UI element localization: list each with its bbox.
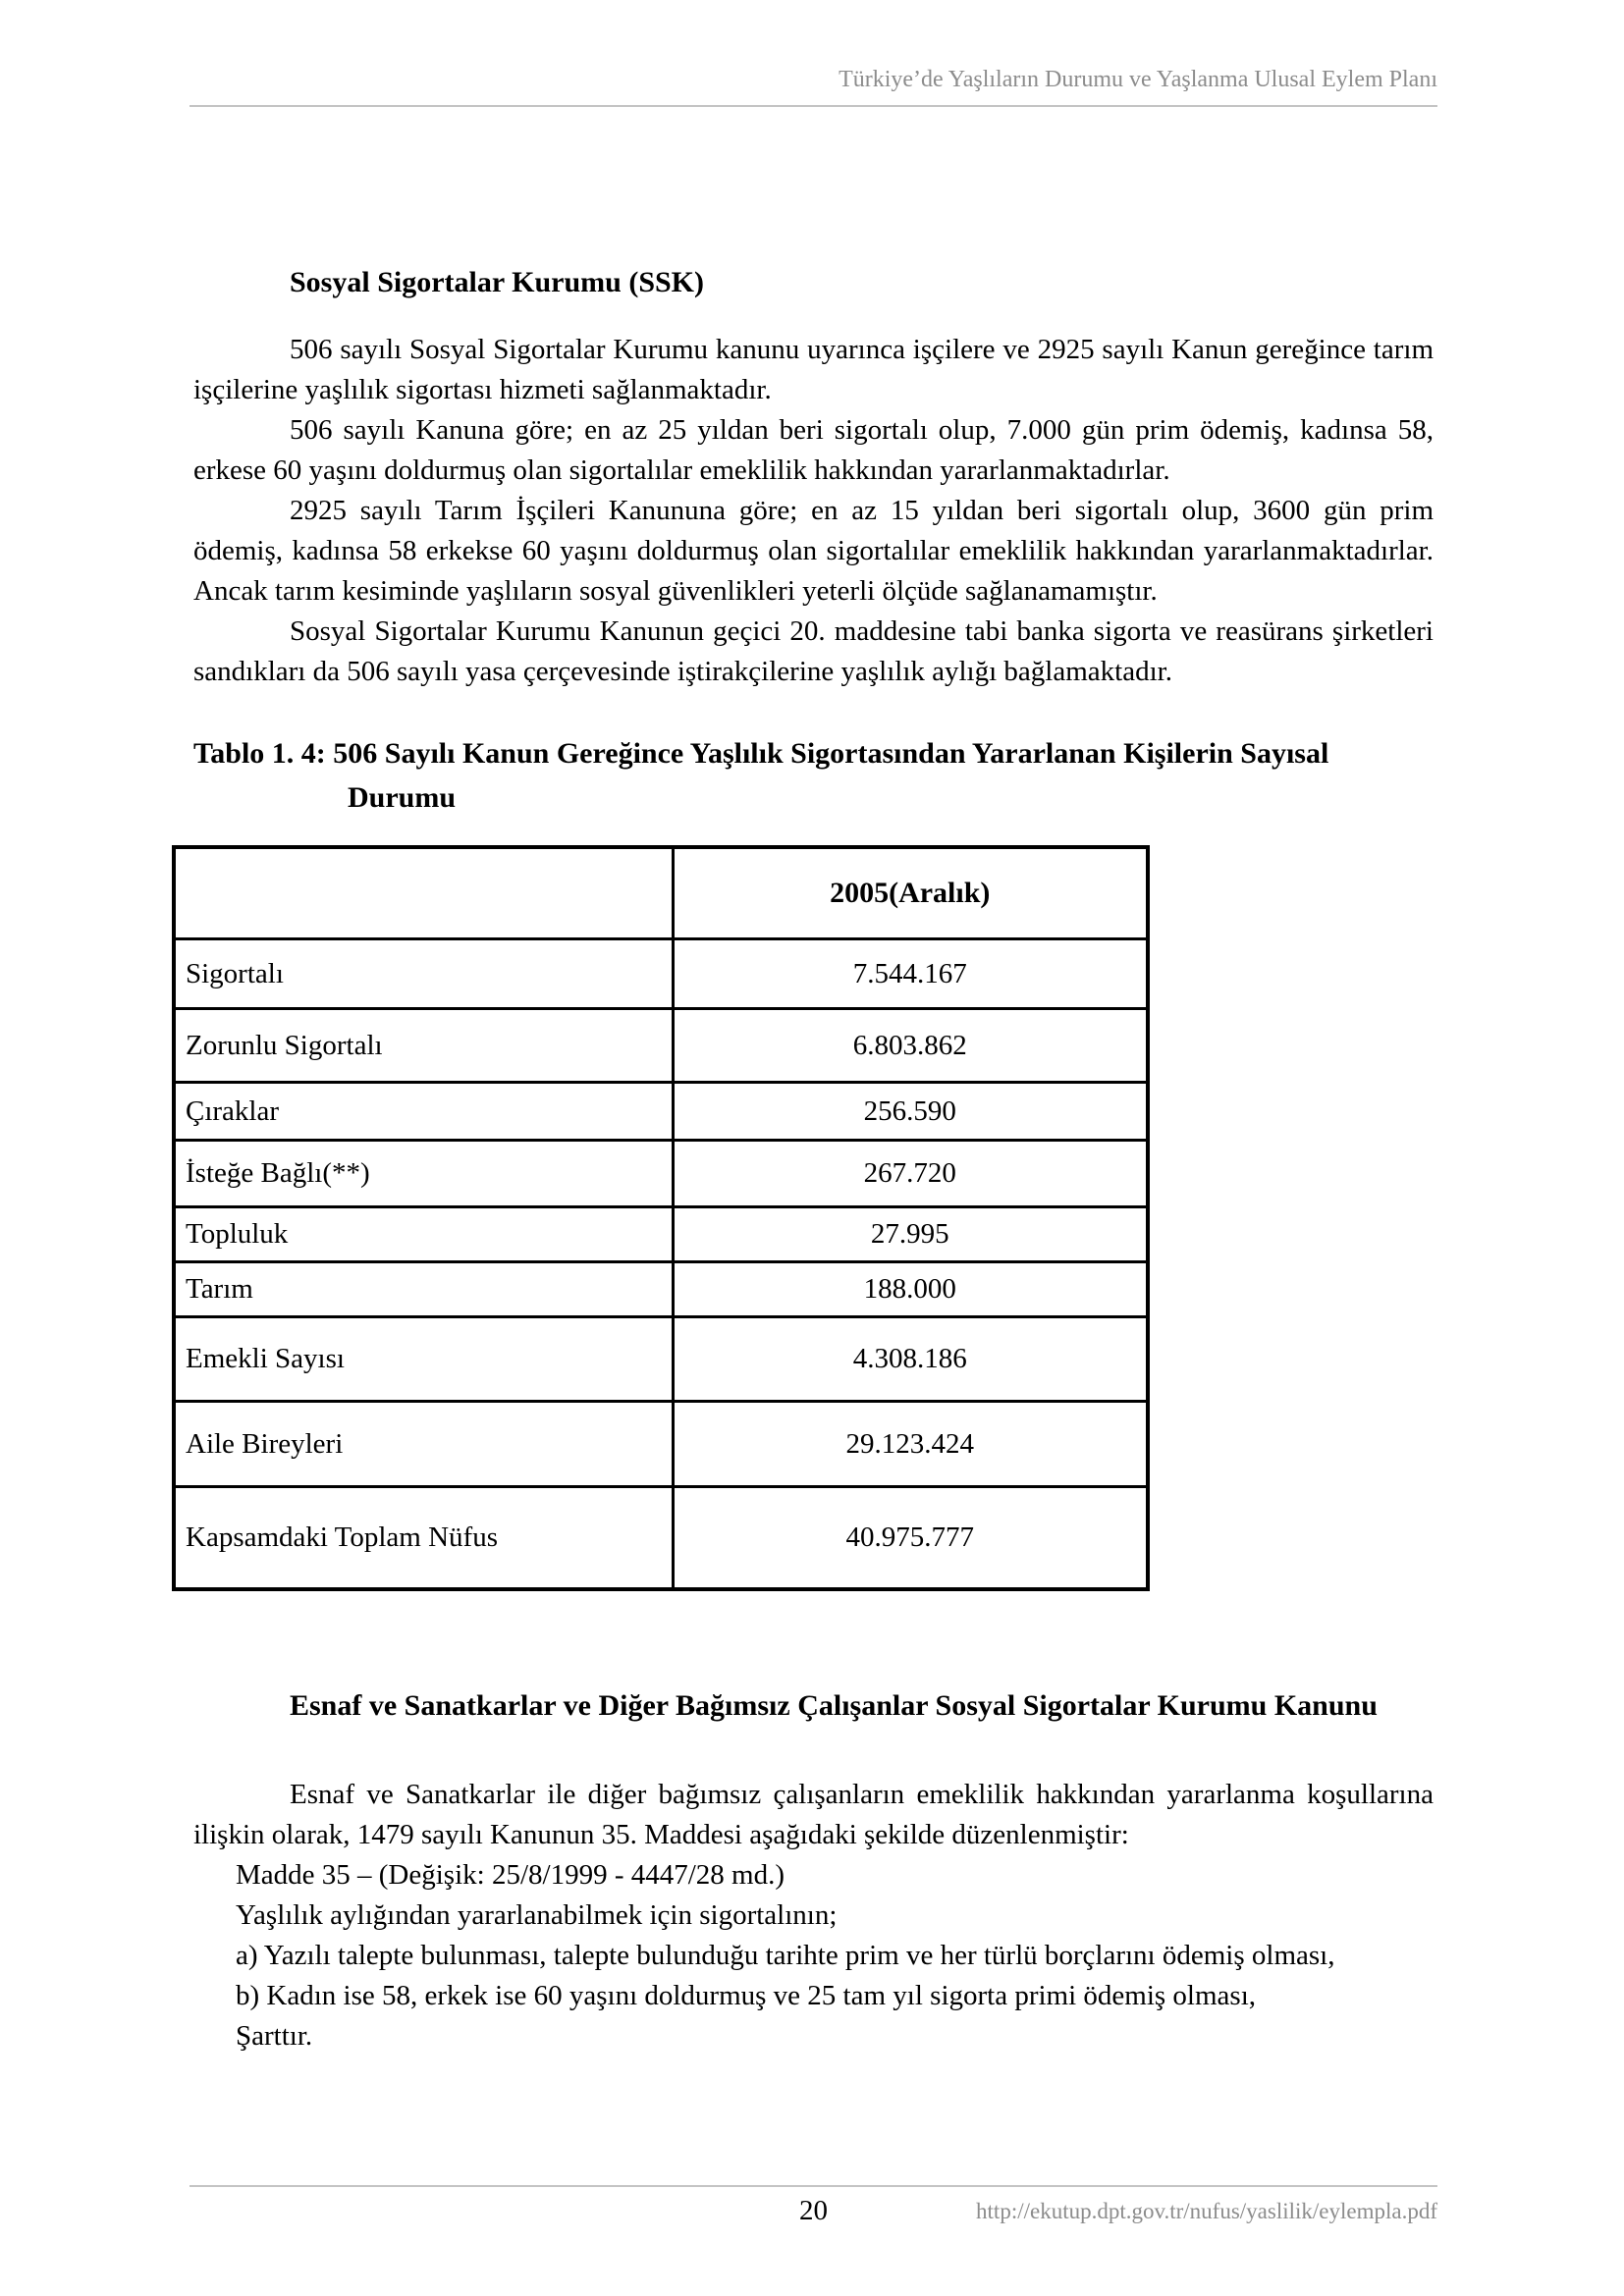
row-label: Sigortalı xyxy=(174,939,673,1009)
table-row xyxy=(174,1009,1148,1083)
madde-line: Şarttır. xyxy=(236,2020,313,2052)
footer-url: http://ekutup.dpt.gov.tr/nufus/yaslilik/eylempla.pdf xyxy=(976,2199,1437,2223)
data-table xyxy=(172,845,1150,1591)
table-row xyxy=(174,939,1148,1009)
paragraph: 506 sayılı Sosyal Sigortalar Kurumu kanunu uyarınca işçilere ve 2925 sayılı Kanun gereğince tarım işçilerine yaşlılık sigortası hizmeti sağlanmaktadır. xyxy=(193,334,1434,405)
row-label: Aile Bireyleri xyxy=(174,1402,673,1487)
madde-line: a) Yazılı talepte bulunması, talepte bulunduğu tarihte prim ve her türlü borçlarını ödemiş olması, xyxy=(236,1940,1335,1971)
row-value: 7.544.167 xyxy=(673,939,1148,1009)
running-header xyxy=(189,67,1437,107)
footer-inner xyxy=(189,2187,1437,2230)
row-value: 29.123.424 xyxy=(673,1402,1148,1487)
table-row xyxy=(174,1141,1148,1207)
page-footer xyxy=(189,2185,1437,2230)
table-header-cell: 2005(Aralık) xyxy=(673,847,1148,939)
row-label: Topluluk xyxy=(174,1207,673,1262)
paragraph: Sosyal Sigortalar Kurumu Kanunun geçici 20. maddesine tabi banka sigorta ve reasürans şirketleri sandıkları da 506 sayılı yasa çerçevesinde iştirakçilerine yaşlılık aylığı bağlamaktadır. xyxy=(193,615,1434,687)
table-caption: Tablo 1. 4: 506 Sayılı Kanun Gereğince Yaşlılık Sigortasından Yararlanan Kişilerin Sayısal Durumu xyxy=(193,737,1329,814)
row-value: 6.803.862 xyxy=(673,1009,1148,1083)
row-value: 4.308.186 xyxy=(673,1317,1148,1402)
table-header-row xyxy=(174,847,1148,939)
page-content xyxy=(186,265,1434,2056)
paragraph: 506 sayılı Kanuna göre; en az 25 yıldan beri sigortalı olup, 7.000 gün prim ödemiş, kadınsa 58, erkese 60 yaşını doldurmuş olan sigortalılar emeklilik hakkından yararlanmaktadırlar. xyxy=(193,414,1434,486)
paragraph: 2925 sayılı Tarım İşçileri Kanununa göre; en az 15 yıldan beri sigortalı olup, 3600 gün prim ödemiş, kadınsa 58 erkekse 60 yaşını doldurmuş olan sigortalılar emeklilik hakkından yararlanmaktadırlar. Ancak tarım kesiminde yaşlıların sosyal güvenlikleri yeterli ölçüde sağlanamamıştır. xyxy=(193,495,1434,607)
row-label: Çıraklar xyxy=(174,1083,673,1141)
row-value: 267.720 xyxy=(673,1141,1148,1207)
table-row xyxy=(174,1317,1148,1402)
madde-block xyxy=(236,1855,1434,2056)
table-header-empty-cell xyxy=(174,847,673,939)
section2-title: Esnaf ve Sanatkarlar ve Diğer Bağımsız Çalışanlar Sosyal Sigortalar Kurumu Kanunu xyxy=(290,1689,1378,1722)
table-row xyxy=(174,1487,1148,1590)
paragraph: Esnaf ve Sanatkarlar ile diğer bağımsız çalışanların emeklilik hakkından yararlanma koşullarına ilişkin olarak, 1479 sayılı Kanunun 35. Maddesi aşağıdaki şekilde düzenlenmiştir: xyxy=(193,1779,1434,1850)
table-row xyxy=(174,1207,1148,1262)
row-value: 40.975.777 xyxy=(673,1487,1148,1590)
row-value: 27.995 xyxy=(673,1207,1148,1262)
row-label: İsteğe Bağlı(**) xyxy=(174,1141,673,1207)
row-value: 188.000 xyxy=(673,1262,1148,1317)
running-header-title: Türkiye’de Yaşlıların Durumu ve Yaşlanma Ulusal Eylem Planı xyxy=(839,67,1437,92)
table-row xyxy=(174,1083,1148,1141)
row-label: Kapsamdaki Toplam Nüfus xyxy=(174,1487,673,1590)
section1-title: Sosyal Sigortalar Kurumu (SSK) xyxy=(290,266,705,298)
madde-line: Madde 35 – (Değişik: 25/8/1999 - 4447/28 md.) xyxy=(236,1859,785,1891)
row-label: Zorunlu Sigortalı xyxy=(174,1009,673,1083)
row-value: 256.590 xyxy=(673,1083,1148,1141)
row-label: Emekli Sayısı xyxy=(174,1317,673,1402)
table-row xyxy=(174,1402,1148,1487)
row-label: Tarım xyxy=(174,1262,673,1317)
madde-line: Yaşlılık aylığından yararlanabilmek için sigortalının; xyxy=(236,1899,838,1931)
madde-line: b) Kadın ise 58, erkek ise 60 yaşını doldurmuş ve 25 tam yıl sigorta primi ödemiş olması, xyxy=(236,1980,1257,2011)
table-row xyxy=(174,1262,1148,1317)
page-number: 20 xyxy=(799,2195,828,2226)
